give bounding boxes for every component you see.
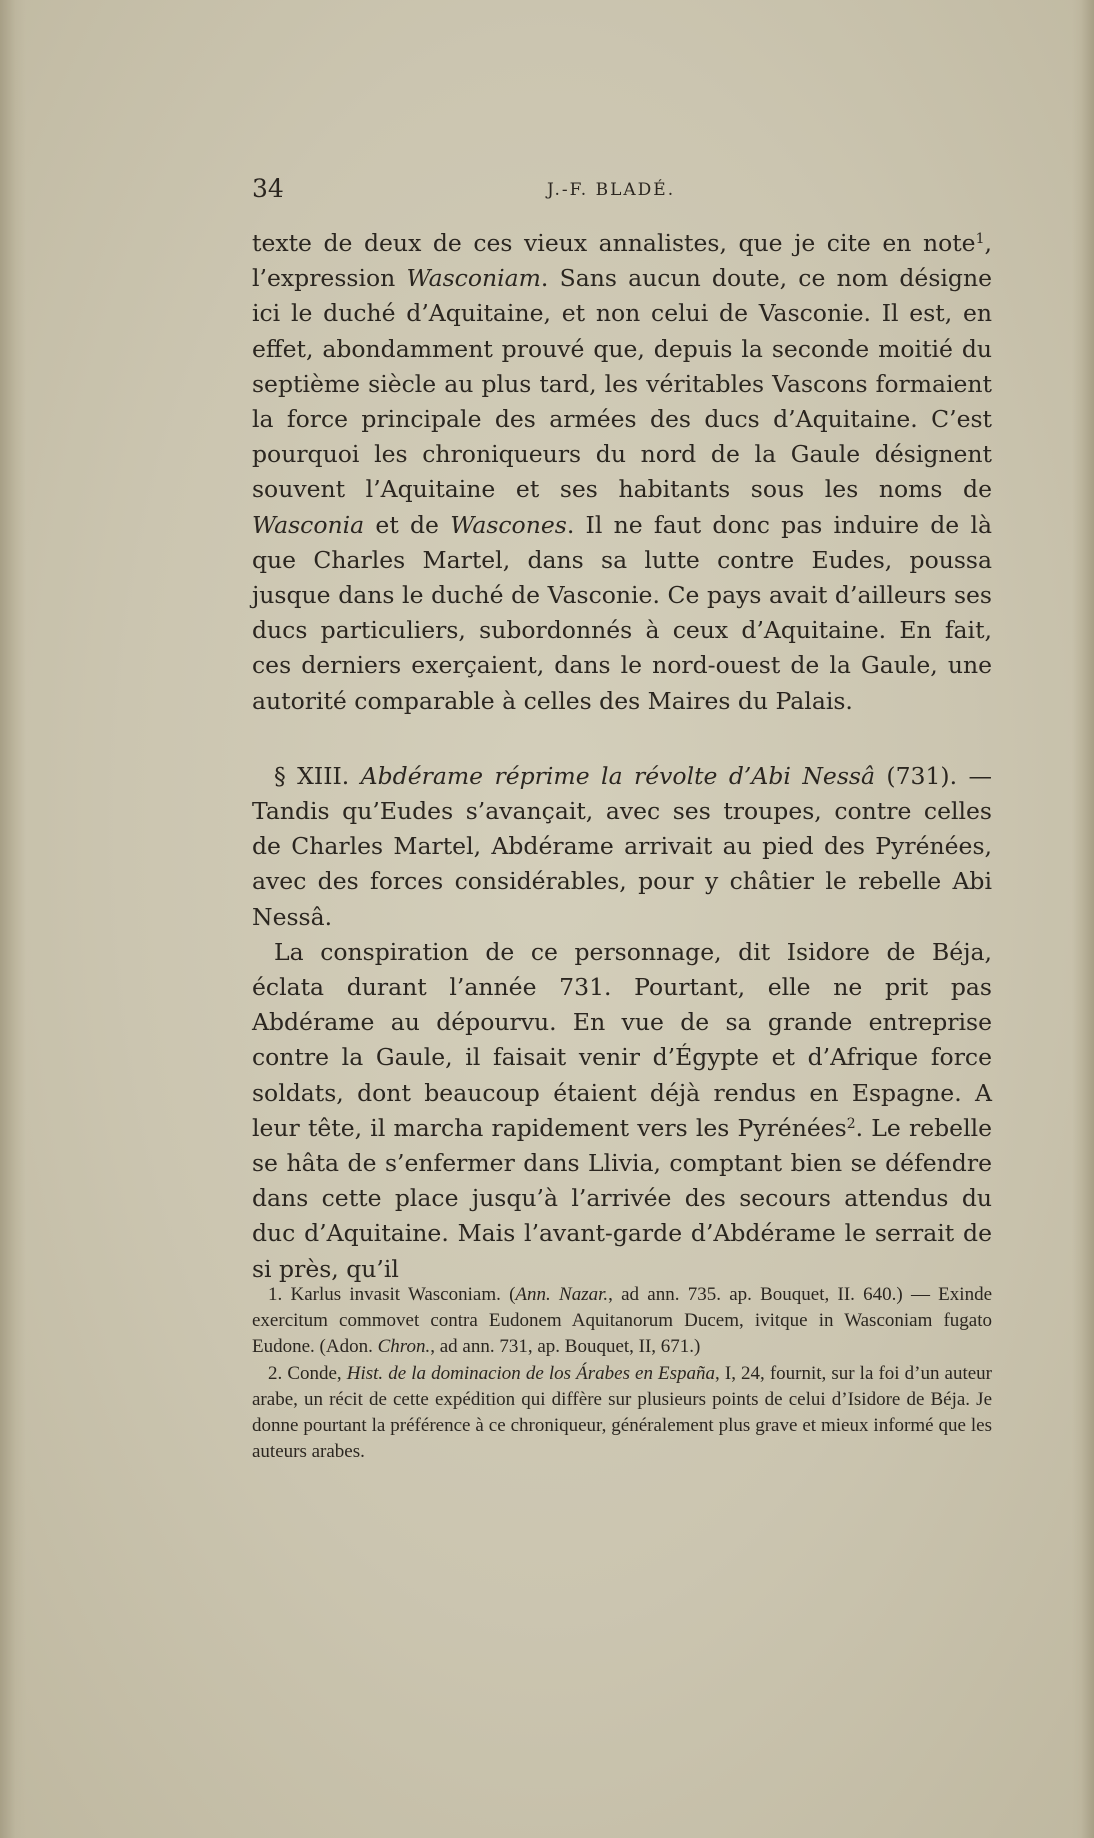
footnote-1: [252, 1282, 992, 1361]
footnote-1-text-2: , ad ann. 735. ap. Bouquet, II. 640.) — Exinde exercitum commovet contra Eudonem Aquitanorum Ducem, ivitque in Wasconiam fugato Eudone. (Adon.: [252, 1284, 992, 1358]
footnote-ref-1: 1: [975, 231, 985, 247]
term-wasconiam: Wasconiam: [406, 264, 541, 293]
paragraph-1-text-4: et de: [364, 510, 451, 539]
page-left-edge: [0, 0, 26, 1838]
paragraph-1-text-3: . Sans aucun doute, ce nom désigne ici le duché d’Aquitaine, et non celui de Vasconie. Il est, en effet, abondamment prouvé que, depuis la seconde moitié du septième siècle au plus tard, les véritables Vascons formaient la force principale des armées des ducs d’Aquitaine. C’est pourquoi les chroniqueurs du nord de la Gaule désignent souvent l’Aquitaine et ses habitants sous les noms de: [252, 264, 992, 504]
term-wascones: Wascones: [450, 510, 567, 539]
body-text: [252, 226, 992, 1287]
footnote-2-text-2: , I, 24, fournit, sur la foi d’un auteur arabe, un récit de cette expédition qui diffère sur plusieurs points de celui d’Isidore de Béja. Je donne pourtant la préférence à ce chroniqueur, généralement plus grave et mieux informé que les auteurs arabes.: [252, 1362, 992, 1463]
page-header: [252, 174, 992, 214]
section-text: (731). — Tandis qu’Eudes s’avançait, avec ses troupes, contre celles de Charles Martel, Abdérame arrivait au pied des Pyrénées, avec des forces considérables, pour y châtier le rebelle Abi Nessâ.: [252, 761, 992, 931]
paragraph-3-text-2: . Le rebelle se hâta de s’enfermer dans Llivia, comptant bien se défendre dans cette place jusqu’à l’arrivée des secours attendus du duc d’Aquitaine. Mais l’avant-garde d’Abdérame le serrait de si près, qu’il: [252, 1113, 993, 1283]
paragraph-1-text-2: , l’expression: [252, 229, 992, 293]
footnote-2-source-1: Hist. de la dominacion de los Árabes en España: [346, 1362, 716, 1384]
running-head: J.-F. BLADÉ.: [547, 180, 676, 200]
term-wasconia: Wasconia: [252, 510, 365, 539]
page-number: 34: [252, 174, 284, 203]
section-xiii: [252, 759, 992, 935]
paragraph-3-text-1: La conspiration de ce personnage, dit Isidore de Béja, éclata durant l’année 731. Pourtant, elle ne prit pas Abdérame au dépourvu. En vue de sa grande entreprise contre la Gaule, il faisait venir d’Égypte et d’Afrique force soldats, dont beaucoup étaient déjà rendus en Espagne. A leur tête, il marcha rapidement vers les Pyrénées: [252, 937, 992, 1142]
paragraph-1-text-5: . Il ne faut donc pas induire de là que Charles Martel, dans sa lutte contre Eudes, poussa jusque dans le duché de Vasconie. Ce pays avait d’ailleurs ses ducs particuliers, subordonnés à ceux d’Aquitaine. En fait, ces derniers exerçaient, dans le nord-ouest de la Gaule, une autorité comparable à celles des Maires du Palais.: [252, 510, 992, 715]
paragraph-1-text-1: texte de deux de ces vieux annalistes, que je cite en note: [252, 229, 976, 257]
footnote-1-text-3: , ad ann. 731, ap. Bouquet, II, 671.): [430, 1336, 701, 1358]
footnote-1-source-1: Ann. Nazar.: [515, 1284, 609, 1305]
paragraph-3: [252, 935, 992, 1287]
footnotes: [252, 1282, 992, 1465]
footnote-1-source-2: Chron.: [377, 1336, 431, 1358]
footnote-2-text-1: 2. Conde,: [268, 1362, 347, 1384]
page-right-edge: [1072, 0, 1094, 1838]
footnote-2: [252, 1361, 992, 1466]
section-marker: § XIII.: [274, 761, 361, 790]
footnote-ref-2: 2: [846, 1115, 856, 1132]
footnote-1-text-1: 1. Karlus invasit Wasconiam. (: [268, 1284, 516, 1305]
paragraph-1: [252, 226, 992, 719]
section-title: Abdérame réprime la révolte d’Abi Nessâ: [360, 761, 875, 790]
